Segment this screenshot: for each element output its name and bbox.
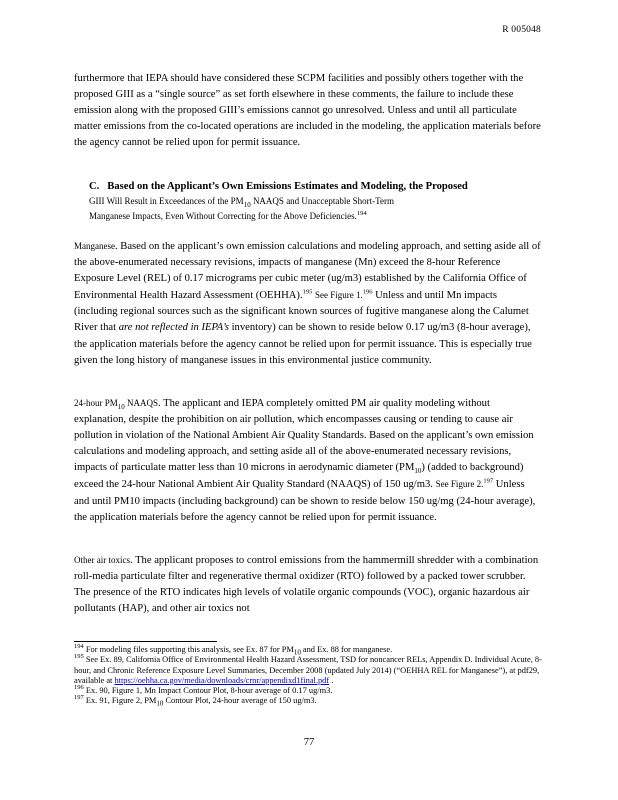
footnote-ref-197: 197 [483,477,494,485]
bates-number: R 005048 [502,25,541,35]
see-figure-2: See Figure 2. [435,479,484,490]
section-title: Based on the Applicant’s Own Emissions Estimates and Modeling, the Proposed [107,181,468,192]
section-heading-c [89,179,544,224]
footnote-194: $^{194}$ For modeling files supporting this analysis, see Ex. 87 for $PM_{10}$ and Ex. 88 for manganese. [74,643,393,657]
footnote-ref-196: 196 [362,288,373,296]
paragraph-single-source: furthermore that IEPA should have considered these SCPM facilities and possibly others together with the proposed GIII as a “single source” as set forth elsewhere in these comments, the failure to include these emission along with the proposed GIII’s emissions cannot go unresolved. Unless and until all particulate matter emissions from the co-located operations are included in the modeling, the application materials before the agency cannot be relied upon for permit issuance. [74,73,541,149]
oehha-link[interactable]: https://oehha.ca.gov/media/downloads/crnr/appendixd1final.pdf [114,675,330,685]
pm10-label: 24-hour $PM_{10}$ NAAQS [74,398,159,411]
section-heading-line2: GIII Will Result in Exceedances of the $PM_{10}$ NAAQS and Unacceptable Short-Term [89,196,395,209]
section-heading-line1 [89,179,544,194]
section-letter: C. [89,181,100,192]
footnote-197: $^{197}$ Ex. 91, Figure 2, $PM_{10}$ Contour Plot, 24-hour average of 150 ug/m3. [74,694,317,709]
section-heading-line3: Manganese Impacts, Even Without Correcting for the Above Deficiencies.$^{194}$ [89,210,367,221]
footnote-ref-194: 194 [356,210,367,217]
footnote-divider [74,641,217,642]
paragraph-manganese: Manganese. Based on the applicant’s own emission calculations and modeling approach, and setting aside all of the above-enumerated necessary revisions, impacts of manganese (Mn) exceed the 8-hour Reference Exposure Level (REL) of 0.17 micrograms per cubic meter (ug/m3) established by the California Office of Environmental Health Hazard Assessment (OEHHA).$^{195}$ See Figure 1.$^{196}$ Unless and until Mn impacts (including regional sources such as the significant known sources of fugitive manganese along the Calumet River that are not reflected in IEPA’s inventory) can be shown to reside below 0.17 ug/m3 (8-hour average), the application materials before the agency cannot be relied upon for permit issuance. This is especially true given the long history of manganese issues in this environmental justice community. [74,241,541,366]
page-number: 77 [303,737,315,748]
footnotes [74,645,544,707]
paragraph-air-toxics: Other air toxics. The applicant proposes to control emissions from the hammermill shredder with a combination roll-media particulate filter and regenerative thermal oxidizer (RTO) followed by a packed tower scrubber. The presence of the RTO indicates high levels of volatile organic compounds (VOC), organic hazardous air pollutants (HAP), and other air toxics not [74,555,539,615]
paragraph-pm10: 24-hour $PM_{10}$ NAAQS. The applicant and IEPA completely omitted PM air quality modeling without explanation, despite the prohibition on air pollution, which encompasses causing or tending to cause air pollution in violation of the National Ambient Air Quality Standards. Based on the applicant’s own emission calculations and modeling approach, and setting aside all of the above-enumerated necessary revisions, impacts of particulate matter less than 10 microns in aerodynamic diameter $(PM_{10})$ (added to background) exceed the 24-hour National Ambient Air Quality Standard (NAAQS) of 150 ug/m3. See Figure 2.$^{197}$ Unless and until PM10 impacts (including background) can be shown to reside below 150 ug/mg (24-hour average), the application materials before the agency cannot be relied upon for permit issuance. [74,398,536,523]
see-figure-1: See Figure 1. [315,290,363,301]
footnote-196: $^{196}$ Ex. 90, Figure 1, Mn Impact Contour Plot, 8-hour average of 0.17 ug/m3. [74,684,333,696]
air-toxics-label: Other air toxics [74,555,130,565]
footnote-ref-195: 195 [302,288,313,296]
manganese-label: Manganese [74,241,115,251]
footnote-195: $^{195}$ See Ex. 89, California Office of Environmental Health Hazard Assessment, TSD for noncancer RELs, Appendix D. Individual Acute, 8-hour, and Chronic Reference Exposure Level Summaries, December 2008 (updated July 2014) (“OEHHA REL for Manganese”), at pdf29, available at https://oehha.ca.gov/media/downloads/crnr/appendixd1final.pdf . [74,653,542,685]
